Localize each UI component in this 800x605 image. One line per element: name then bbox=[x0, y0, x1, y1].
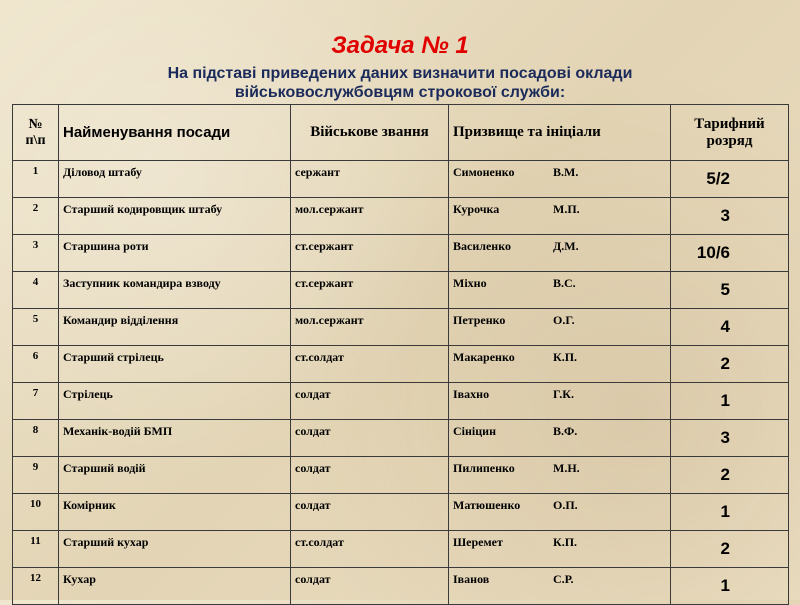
row-grade: 2 bbox=[671, 346, 789, 383]
row-num: 12 bbox=[13, 568, 59, 605]
table-row bbox=[13, 198, 789, 235]
table-row bbox=[13, 346, 789, 383]
row-name bbox=[449, 272, 671, 309]
row-position: Стрілець bbox=[59, 383, 291, 420]
row-rank: ст.солдат bbox=[291, 531, 449, 568]
row-initials: Г.К. bbox=[553, 387, 574, 401]
row-num: 8 bbox=[13, 420, 59, 457]
header-rank: Військове звання bbox=[291, 105, 449, 161]
row-initials: М.П. bbox=[553, 202, 580, 216]
row-grade: 1 bbox=[671, 383, 789, 420]
row-grade: 10/6 bbox=[671, 235, 789, 272]
row-name bbox=[449, 531, 671, 568]
row-position: Старший водій bbox=[59, 457, 291, 494]
header-num: № п\п bbox=[13, 105, 59, 161]
table-row bbox=[13, 420, 789, 457]
row-num: 3 bbox=[13, 235, 59, 272]
row-surname: Макаренко bbox=[453, 350, 515, 364]
row-rank: солдат bbox=[291, 420, 449, 457]
row-rank: ст.солдат bbox=[291, 346, 449, 383]
page-title: Задача № 1 bbox=[331, 32, 469, 59]
row-grade: 3 bbox=[671, 420, 789, 457]
header-grade: Тарифний розряд bbox=[671, 105, 789, 161]
table-row bbox=[13, 383, 789, 420]
row-num: 2 bbox=[13, 198, 59, 235]
row-num: 1 bbox=[13, 161, 59, 198]
row-surname: Симоненко bbox=[453, 165, 515, 179]
row-num: 4 bbox=[13, 272, 59, 309]
row-initials: Д.М. bbox=[553, 239, 579, 253]
row-position: Заступник командира взводу bbox=[59, 272, 291, 309]
row-name bbox=[449, 346, 671, 383]
row-name bbox=[449, 383, 671, 420]
row-grade: 5/2 bbox=[671, 161, 789, 198]
row-position: Командир відділення bbox=[59, 309, 291, 346]
row-surname: Курочка bbox=[453, 202, 500, 216]
row-grade: 2 bbox=[671, 457, 789, 494]
row-initials: В.С. bbox=[553, 276, 576, 290]
row-surname: Пилипенко bbox=[453, 461, 515, 475]
row-num: 7 bbox=[13, 383, 59, 420]
row-rank: мол.сержант bbox=[291, 309, 449, 346]
row-surname: Шеремет bbox=[453, 535, 503, 549]
row-position: Старший кодировщик штабу bbox=[59, 198, 291, 235]
header-name: Призвище та ініціали bbox=[449, 105, 671, 161]
row-surname: Міхно bbox=[453, 276, 487, 290]
row-rank: сержант bbox=[291, 161, 449, 198]
row-initials: М.Н. bbox=[553, 461, 580, 475]
row-grade: 1 bbox=[671, 494, 789, 531]
row-surname: Іванов bbox=[453, 572, 490, 586]
row-rank: ст.сержант bbox=[291, 272, 449, 309]
row-surname: Івахно bbox=[453, 387, 490, 401]
row-num: 5 bbox=[13, 309, 59, 346]
row-surname: Сініцин bbox=[453, 424, 496, 438]
row-position: Комірник bbox=[59, 494, 291, 531]
row-num: 11 bbox=[13, 531, 59, 568]
row-num: 10 bbox=[13, 494, 59, 531]
table-row bbox=[13, 309, 789, 346]
row-position: Старший стрілець bbox=[59, 346, 291, 383]
row-rank: мол.сержант bbox=[291, 198, 449, 235]
task-description bbox=[0, 64, 800, 102]
row-surname: Петренко bbox=[453, 313, 506, 327]
table-row bbox=[13, 531, 789, 568]
row-surname: Василенко bbox=[453, 239, 511, 253]
row-initials: К.П. bbox=[553, 350, 578, 364]
table-row bbox=[13, 272, 789, 309]
row-initials: О.Г. bbox=[553, 313, 575, 327]
task-description-line-2: військовослужбовцям строкової служби: bbox=[234, 84, 566, 101]
row-name bbox=[449, 494, 671, 531]
row-surname: Матюшенко bbox=[453, 498, 521, 512]
table-header-row bbox=[13, 105, 789, 161]
row-name bbox=[449, 309, 671, 346]
row-grade: 2 bbox=[671, 531, 789, 568]
row-num: 6 bbox=[13, 346, 59, 383]
row-rank: солдат bbox=[291, 568, 449, 605]
row-initials: В.М. bbox=[553, 165, 579, 179]
row-name bbox=[449, 235, 671, 272]
row-rank: ст.сержант bbox=[291, 235, 449, 272]
task-description-line-1: На підставі приведених даних визначити посадові оклади bbox=[167, 65, 633, 82]
row-name bbox=[449, 568, 671, 605]
row-position: Механік-водій БМП bbox=[59, 420, 291, 457]
row-rank: солдат bbox=[291, 383, 449, 420]
row-initials: К.П. bbox=[553, 535, 578, 549]
header-position: Найменування посади bbox=[59, 105, 291, 161]
row-initials: С.Р. bbox=[553, 572, 574, 586]
row-num: 9 bbox=[13, 457, 59, 494]
row-position: Діловод штабу bbox=[59, 161, 291, 198]
row-grade: 3 bbox=[671, 198, 789, 235]
row-rank: солдат bbox=[291, 494, 449, 531]
row-initials: В.Ф. bbox=[553, 424, 578, 438]
table-row bbox=[13, 457, 789, 494]
table-row bbox=[13, 161, 789, 198]
personnel-table bbox=[12, 104, 789, 605]
row-name bbox=[449, 420, 671, 457]
table-row bbox=[13, 235, 789, 272]
row-name bbox=[449, 457, 671, 494]
row-name bbox=[449, 161, 671, 198]
row-name bbox=[449, 198, 671, 235]
row-grade: 1 bbox=[671, 568, 789, 605]
row-position: Старший кухар bbox=[59, 531, 291, 568]
row-initials: О.П. bbox=[553, 498, 578, 512]
table-row bbox=[13, 494, 789, 531]
row-grade: 4 bbox=[671, 309, 789, 346]
row-position: Кухар bbox=[59, 568, 291, 605]
row-grade: 5 bbox=[671, 272, 789, 309]
row-rank: солдат bbox=[291, 457, 449, 494]
table-row bbox=[13, 568, 789, 605]
row-position: Старшина роти bbox=[59, 235, 291, 272]
